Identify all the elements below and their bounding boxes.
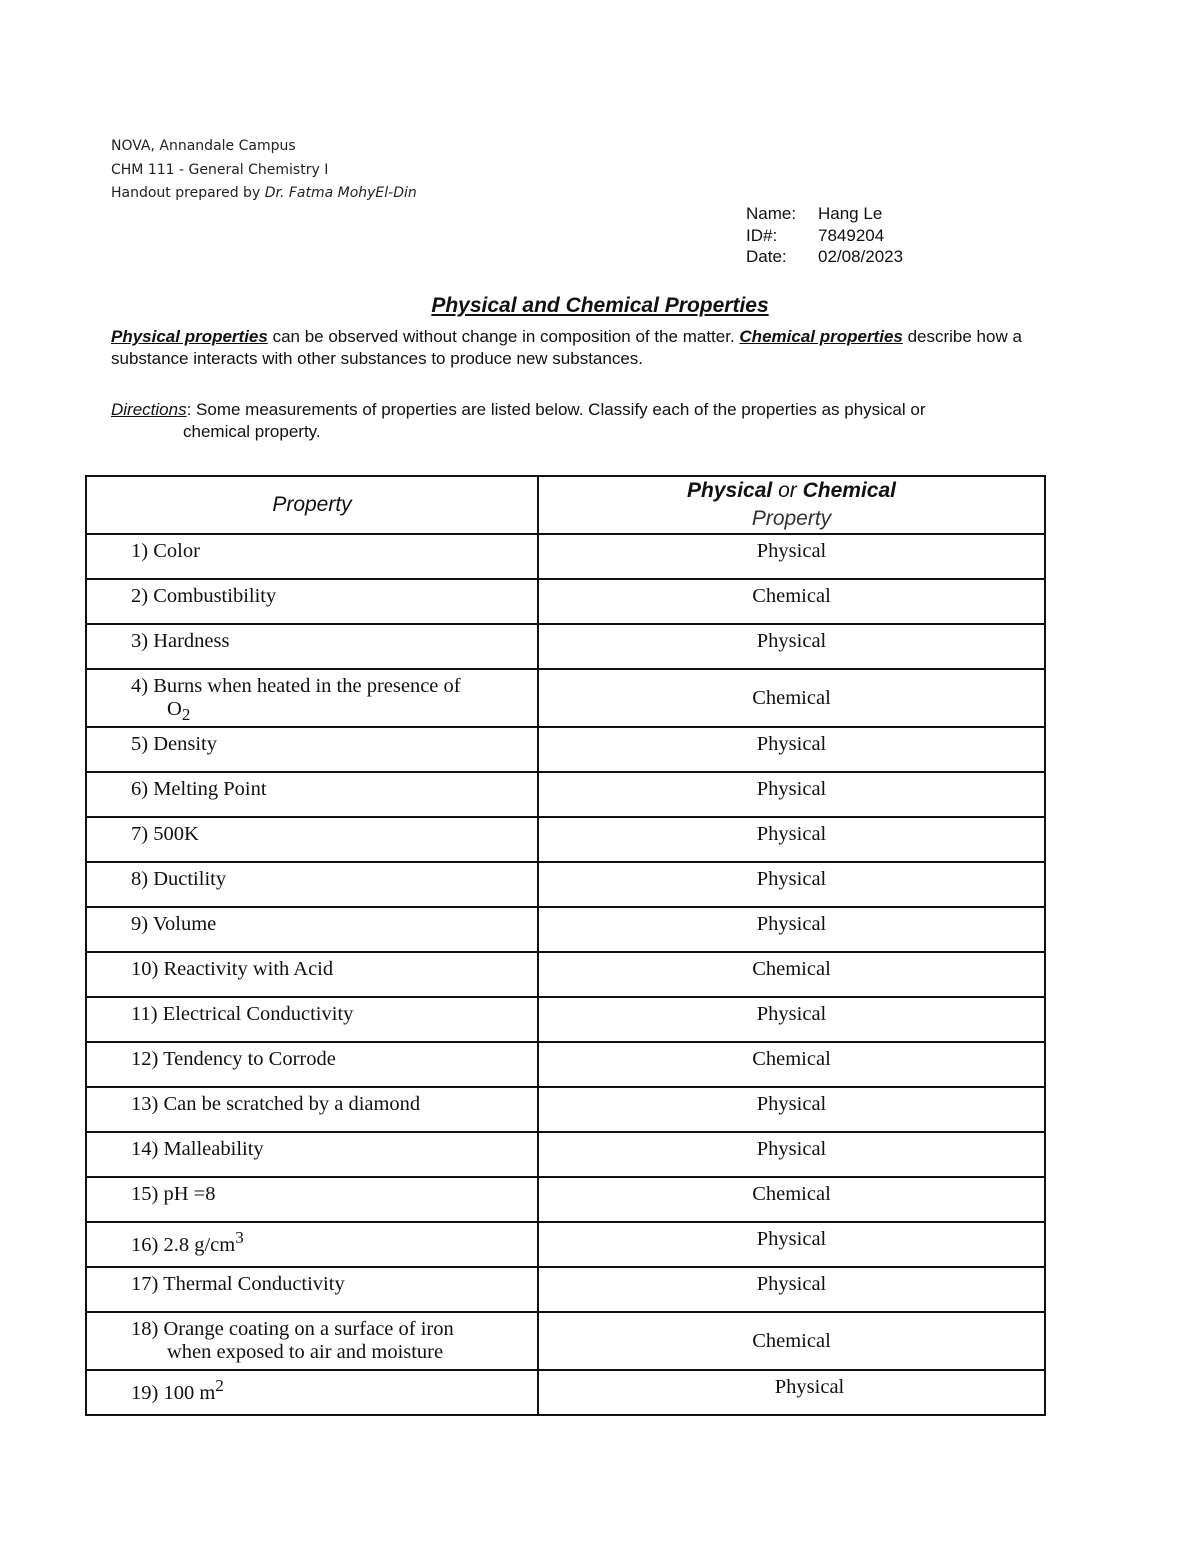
classification-text: Physical [756, 733, 827, 755]
property-text: 10) Reactivity with Acid [131, 958, 334, 980]
name-value: Hang Le [818, 204, 883, 223]
property-text-cont: when exposed to air and moisture [167, 1341, 444, 1363]
header-chemical: Chemical [802, 479, 896, 502]
property-text: 5) Density [131, 733, 217, 755]
classification-cell [538, 772, 1045, 817]
classification-text: Physical [756, 1093, 827, 1115]
property-cell [86, 579, 538, 624]
classification-cell [538, 817, 1045, 862]
property-cell [86, 1042, 538, 1087]
classification-text: Physical [756, 778, 827, 800]
classification-cell [538, 727, 1045, 772]
property-cell [86, 1222, 538, 1267]
classification-text: Chemical [752, 1048, 831, 1070]
id-value: 7849204 [818, 225, 885, 245]
term-physical: Physical properties [111, 327, 268, 346]
property-cell [86, 669, 538, 727]
property-text: 15) pH =8 [131, 1183, 216, 1205]
student-info [746, 203, 903, 268]
table-row [86, 1267, 1045, 1312]
table-row [86, 1087, 1045, 1132]
property-text: 4) Burns when heated in the presence of [131, 675, 461, 697]
classification-cell [538, 669, 1045, 727]
property-cell [86, 772, 538, 817]
property-cell [86, 817, 538, 862]
area-value: 19) 100 m [131, 1381, 216, 1404]
table-row [86, 1042, 1045, 1087]
property-text: 8) Ductility [131, 868, 227, 890]
classification-text: Chemical [752, 1183, 831, 1205]
header-or: or [772, 479, 803, 502]
density-value: 16) 2.8 g/cm [131, 1233, 236, 1256]
property-cell [86, 907, 538, 952]
table-row [86, 579, 1045, 624]
classification-text: Chemical [752, 958, 831, 980]
table-row [86, 669, 1045, 727]
property-cell [86, 534, 538, 579]
table-row [86, 1312, 1045, 1370]
header-sub: Property [751, 507, 832, 530]
classification-cell [538, 997, 1045, 1042]
cubic-superscript: 3 [235, 1228, 244, 1247]
classification-text: Physical [756, 630, 827, 652]
property-cell [86, 624, 538, 669]
property-cell [86, 1267, 538, 1312]
property-text: 9) Volume [131, 913, 217, 935]
table-row [86, 817, 1045, 862]
o2-subscript: 2 [181, 705, 191, 725]
classification-text: Physical [756, 1273, 827, 1295]
property-text [87, 1371, 537, 1405]
classification-cell [538, 579, 1045, 624]
classification-cell [538, 1222, 1045, 1267]
table-row [86, 624, 1045, 669]
property-text [87, 1223, 537, 1257]
property-cell [86, 1132, 538, 1177]
date-label: Date: [746, 247, 787, 266]
classification-cell [538, 907, 1045, 952]
author-prefix: Handout prepared by [111, 185, 265, 201]
classification-cell [538, 1042, 1045, 1087]
campus-line: NOVA, Annandale Campus [111, 138, 296, 154]
classification-text: Chemical [752, 585, 831, 607]
directions-label: Directions [111, 400, 187, 419]
table-row [86, 907, 1045, 952]
table-row [86, 997, 1045, 1042]
classification-text: Physical [774, 1376, 845, 1398]
property-text: 17) Thermal Conductivity [131, 1273, 345, 1295]
classification-text: Chemical [752, 686, 831, 709]
properties-table [85, 475, 1046, 1416]
property-cell [86, 1087, 538, 1132]
classification-cell [538, 1370, 1045, 1415]
table-row [86, 1177, 1045, 1222]
table-row [86, 1222, 1045, 1267]
property-text-cont [87, 698, 537, 725]
intro-paragraph [111, 326, 1071, 370]
directions-text: : Some measurements of properties are listed below. Classify each of the properties as physical or [186, 400, 926, 419]
name-label: Name: [746, 204, 797, 223]
property-text: 13) Can be scratched by a diamond [131, 1093, 421, 1115]
table-row [86, 952, 1045, 997]
property-cell [86, 1312, 538, 1370]
classification-text: Physical [756, 1138, 827, 1160]
square-superscript: 2 [215, 1376, 224, 1395]
o2-symbol: O [167, 698, 182, 720]
table-row [86, 1370, 1045, 1415]
directions-text-cont: chemical property. [183, 422, 321, 441]
intro-text-1: can be observed without change in composition of the matter. [267, 327, 740, 346]
property-text: 18) Orange coating on a surface of iron [131, 1318, 454, 1340]
table-row [86, 772, 1045, 817]
property-text: 12) Tendency to Corrode [131, 1048, 336, 1070]
classification-text: Chemical [752, 1329, 831, 1352]
header-physical: Physical [687, 479, 773, 502]
property-cell [86, 727, 538, 772]
classification-text: Physical [756, 868, 827, 890]
header-classification [538, 476, 1045, 534]
property-cell [86, 952, 538, 997]
table-header-row [86, 476, 1045, 534]
property-text: 11) Electrical Conductivity [131, 1003, 354, 1025]
header-property: Property [86, 476, 538, 534]
classification-text: Physical [756, 540, 827, 562]
intro-text-2: describe how a substance interacts with other substances to produce new substances. [111, 327, 1022, 368]
classification-cell [538, 1087, 1045, 1132]
property-cell [86, 997, 538, 1042]
table-row [86, 1132, 1045, 1177]
property-text: 7) 500K [131, 823, 199, 845]
classification-cell [538, 952, 1045, 997]
page-title: Physical and Chemical Properties [431, 294, 769, 317]
classification-cell [538, 862, 1045, 907]
author-line [111, 182, 417, 206]
classification-text: Physical [756, 823, 827, 845]
property-text: 6) Melting Point [131, 778, 267, 800]
property-cell [86, 862, 538, 907]
property-cell [86, 1177, 538, 1222]
classification-text: Physical [756, 913, 827, 935]
term-chemical: Chemical properties [739, 327, 903, 346]
classification-cell [538, 534, 1045, 579]
date-value: 02/08/2023 [818, 247, 904, 266]
author-name: Dr. Fatma MohyEl-Din [264, 185, 417, 201]
property-cell [86, 1370, 538, 1415]
property-text: 14) Malleability [131, 1138, 264, 1160]
directions-paragraph [111, 399, 1071, 443]
classification-text: Physical [756, 1228, 827, 1250]
property-text: 2) Combustibility [131, 585, 277, 607]
classification-cell [538, 1132, 1045, 1177]
table-row [86, 727, 1045, 772]
table-row [86, 862, 1045, 907]
classification-cell [538, 1267, 1045, 1312]
classification-cell [538, 1177, 1045, 1222]
property-text: 1) Color [131, 540, 200, 562]
classification-text: Physical [756, 1003, 827, 1025]
classification-cell [538, 624, 1045, 669]
course-line: CHM 111 - General Chemistry I [111, 161, 329, 178]
table-row [86, 534, 1045, 579]
classification-cell [538, 1312, 1045, 1370]
property-text: 3) Hardness [131, 630, 230, 652]
course-header [111, 135, 417, 206]
id-label: ID#: [746, 225, 778, 245]
